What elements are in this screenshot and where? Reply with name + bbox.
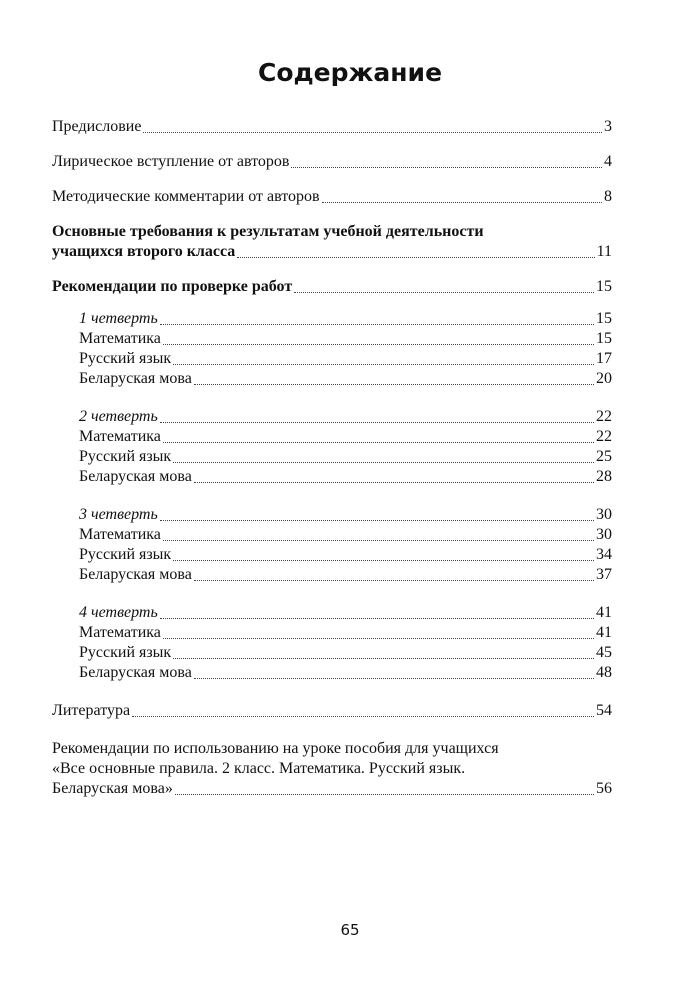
toc-page-number: 11 <box>596 243 612 260</box>
toc-subject-entry: Русский язык 45 <box>79 644 612 661</box>
toc-quarter-3 <box>52 505 612 585</box>
toc-subject-entry: Математика 30 <box>79 526 612 543</box>
toc-quarter-label: 2 четверть 22 <box>79 408 612 425</box>
dot-leader <box>160 617 594 619</box>
dot-leader <box>160 421 594 423</box>
toc-entry-text: Беларуская мова» <box>52 780 173 797</box>
toc-entry-text: Лирическое вступление от авторов <box>52 153 290 170</box>
toc-page-number: 30 <box>596 526 612 543</box>
toc-page-number: 41 <box>596 604 612 621</box>
dot-leader <box>173 363 594 365</box>
dot-leader <box>173 461 594 463</box>
page-number: 65 <box>340 921 360 939</box>
dot-leader <box>322 201 602 203</box>
toc-entry-lyrical-intro <box>52 152 612 172</box>
toc-page-number: 15 <box>596 278 612 295</box>
toc-page-number: 3 <box>604 118 612 135</box>
toc-page-number: 4 <box>604 153 612 170</box>
dot-leader <box>291 166 602 168</box>
toc-page-number: 34 <box>596 546 612 563</box>
dot-leader <box>173 657 594 659</box>
toc-page-number: 15 <box>596 310 612 327</box>
toc-subject-entry: Русский язык 25 <box>79 448 612 465</box>
toc-entry-recommendations <box>52 277 612 297</box>
toc-entry-text: Рекомендации по использованию на уроке пособия для учащихся <box>52 740 499 757</box>
toc-quarter-label: 3 четверть 30 <box>79 506 612 523</box>
toc-subject-entry: Математика 22 <box>79 428 612 445</box>
toc-page-number: 37 <box>596 566 612 583</box>
dot-leader <box>160 519 594 521</box>
dot-leader <box>194 383 594 385</box>
dot-leader <box>163 343 594 345</box>
toc-quarter-label: 4 четверть 41 <box>79 604 612 621</box>
toc-subject-entry: Беларуская мова 20 <box>79 370 612 387</box>
toc-entry-preface <box>52 117 612 137</box>
toc-subject-entry: Математика 15 <box>79 330 612 347</box>
toc-page-number: 25 <box>596 448 612 465</box>
toc-entry-text: Литература <box>52 702 131 719</box>
dot-leader <box>294 291 594 293</box>
toc-page-number: 54 <box>596 702 612 719</box>
toc-quarter-2 <box>52 407 612 487</box>
toc-page-number: 20 <box>596 370 612 387</box>
dot-leader <box>163 539 594 541</box>
toc-page-number: 30 <box>596 506 612 523</box>
dot-leader <box>132 715 594 717</box>
toc-subject-entry: Математика 41 <box>79 624 612 641</box>
toc-entry-text: учащихся второго класса <box>52 243 236 260</box>
table-of-contents <box>52 115 612 799</box>
dot-leader <box>194 481 594 483</box>
dot-leader <box>143 131 602 133</box>
toc-page-number: 48 <box>596 664 612 681</box>
toc-page-number: 45 <box>596 644 612 661</box>
toc-subject-entry: Беларуская мова 28 <box>79 468 612 485</box>
toc-page-number: 8 <box>604 188 612 205</box>
toc-page-number: 22 <box>596 428 612 445</box>
dot-leader <box>163 637 594 639</box>
toc-entry-requirements <box>52 222 612 262</box>
toc-subject-entry: Русский язык 34 <box>79 546 612 563</box>
toc-quarter-label: 1 четверть 15 <box>79 310 612 327</box>
toc-entry-text: «Все основные правила. 2 класс. Математика. Русский язык. <box>52 760 466 777</box>
toc-subject-entry: Беларуская мова 37 <box>79 566 612 583</box>
toc-entry-method-comments <box>52 187 612 207</box>
dot-leader <box>163 441 594 443</box>
toc-entry-text: Рекомендации по проверке работ <box>52 278 293 295</box>
toc-quarter-1 <box>52 309 612 389</box>
dot-leader <box>175 793 594 795</box>
dot-leader <box>173 559 594 561</box>
toc-subject-entry: Русский язык 17 <box>79 350 612 367</box>
toc-page-number: 15 <box>596 330 612 347</box>
toc-page-number: 28 <box>596 468 612 485</box>
toc-entry-usage <box>52 739 612 799</box>
toc-page-number: 56 <box>596 780 612 797</box>
page-title: Содержание <box>257 58 443 87</box>
toc-entry-text: Методические комментарии от авторов <box>52 188 320 205</box>
dot-leader <box>237 256 594 258</box>
toc-page-number: 22 <box>596 408 612 425</box>
dot-leader <box>160 323 594 325</box>
toc-subject-entry: Беларуская мова 48 <box>79 664 612 681</box>
dot-leader <box>194 579 594 581</box>
toc-quarter-4 <box>52 603 612 683</box>
toc-page-number: 41 <box>596 624 612 641</box>
toc-entry-literature <box>52 701 612 721</box>
dot-leader <box>194 677 594 679</box>
toc-entry-text: Предисловие <box>52 118 142 135</box>
toc-entry-text: Основные требования к результатам учебной деятельности <box>52 223 484 240</box>
toc-page-number: 17 <box>596 350 612 367</box>
